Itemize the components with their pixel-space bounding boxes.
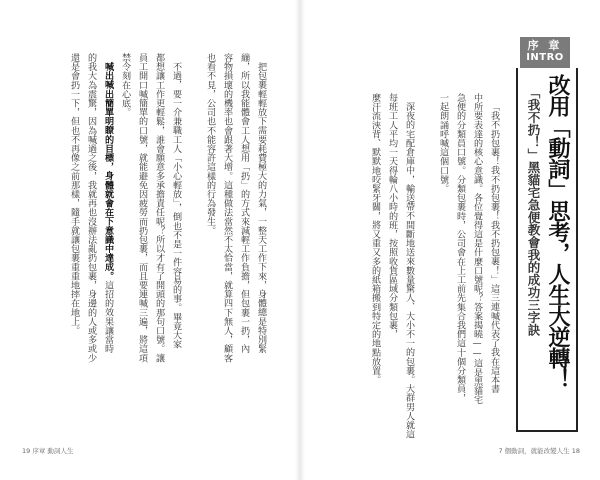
- text-line: 急便的分類員口號。分類包裹時，公司會在上工前先集合我們這十個分類員，: [455, 93, 466, 403]
- emphasis-text: 喊出喊出簡單明瞭的目標，身體就會在下意識中達成。: [103, 62, 114, 281]
- text-line: 把包裹輕輕放下需要耗費極大的力氣，一整天工作下來，身體總是特別緊: [256, 62, 267, 354]
- page-footer-right: 7 個動詞，就能改變人生 18: [498, 447, 580, 455]
- text-line: 深夜的宅配倉庫中，輸送帶不間斷地送來數量驚人、大小不一的包裹。大群男人就這: [404, 102, 415, 439]
- text-line: 不過，要一介兼職工人「小心輕放」，倒也不是一件容易的事。畢竟大家: [171, 62, 182, 349]
- text-line: 每班工人平均一天得輪八小時的班，按照收貨區域分類包裹，: [387, 93, 398, 339]
- page-footer-left: 19 序章 動詞人生: [22, 447, 74, 455]
- chapter-subtitle: 「我不扔！」黑貓宅急便教會我的成功三字訣: [526, 86, 541, 336]
- text-line: 的我大為震驚，因為喊過之後，我就再也沒辦法亂扔包裹，身邊的人或多或少: [86, 53, 97, 363]
- chapter-title: 改用「動詞」思考，人生大逆轉！: [545, 74, 570, 389]
- text-line: 員工開口喊簡單的口號，就能避免因疲勞而扔包裹，而且要連喊三遍，將這項: [137, 53, 148, 363]
- text-line: 禁令刻在心底。: [120, 53, 131, 117]
- chapter-label-en: INTRO: [526, 52, 564, 63]
- page-gutter: [295, 0, 305, 480]
- chapter-tab: [520, 37, 570, 68]
- text-line: 中所要表達的核心意識。各位覺得這是什麼口號呢？答案揭曉——這是黑貓宅: [472, 93, 483, 405]
- text-line: 也看不見，公司也不能容許這樣的行為發生。: [205, 53, 216, 235]
- text-line: 麼汗流浹背、默默地咬緊牙關，將又重又多的紙箱搬到特定的地點放置。: [370, 93, 381, 385]
- text-line: 「我不扔包裹！我不扔包裹！我不扔包裹！」這三連喊代表了我在這本書: [489, 102, 500, 394]
- text-line: 容物損壞的機率也會跟著大增。這種做法當然不太恰當，就算四下無人，顧客: [222, 53, 233, 363]
- text-line: 還是會扔一下，但也不再像之前那樣，隨手就讓包裹重重地摔在地上。: [69, 53, 80, 336]
- text-line: 喊出喊出簡單明瞭的目標，身體就會在下意識中達成。這招的效果讓當時: [103, 62, 114, 354]
- text-line: 繃，所以我能體會工人想用「扔」的方式來減輕工作負擔，但包裹一扔，內: [239, 53, 250, 354]
- chapter-label: 序 章: [527, 39, 563, 52]
- text-line: 一起朗誦呼喊這個口號。: [438, 93, 449, 194]
- text-line: 都想讓工作更輕鬆，誰會願意多承擔責任呢？所以才有了開頭的那句口號。讓: [154, 53, 165, 363]
